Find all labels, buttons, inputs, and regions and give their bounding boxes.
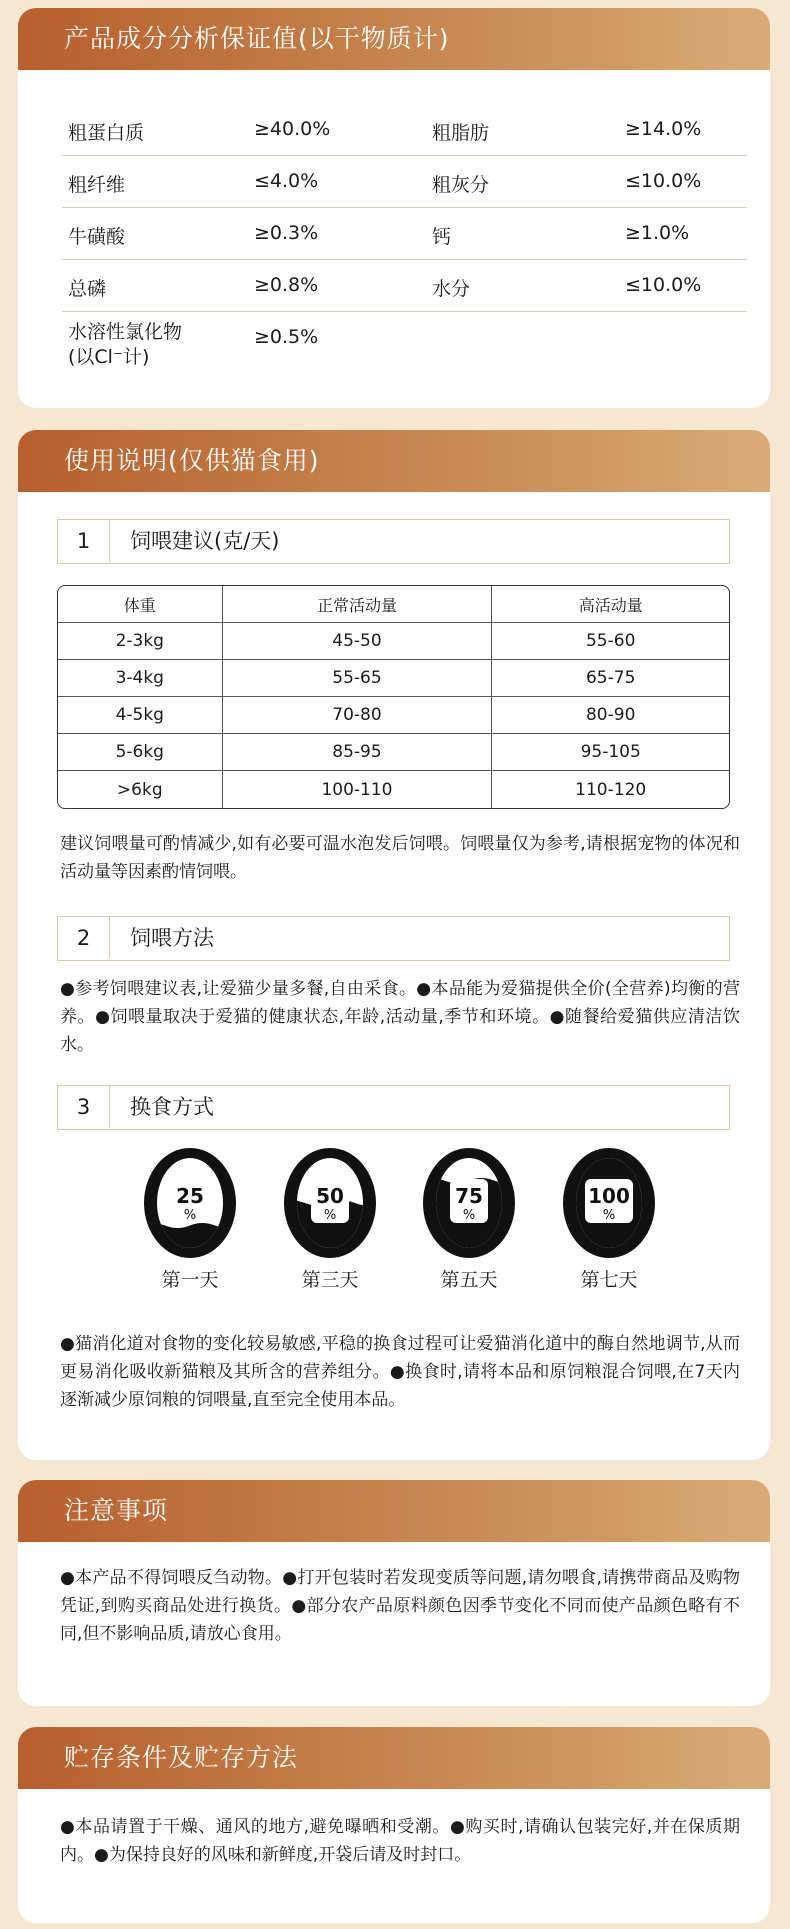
table-cell: 4-5kg (58, 697, 223, 734)
nutrient-value: ≤10.0% (625, 170, 702, 192)
table-cell: 80-90 (492, 697, 729, 734)
step-number: 3 (58, 1086, 110, 1128)
day-label: 第一天 (161, 1269, 219, 1291)
nutrient-name: 牛磺酸 (68, 226, 126, 248)
nutrition-row (62, 208, 747, 260)
food-bowl-icon (559, 1145, 659, 1261)
nutrition-row (62, 156, 747, 208)
day-label: 第七天 (580, 1269, 638, 1291)
storage-text: ●本品请置于干燥、通风的地方,避免曝晒和受潮。●购买时,请确认包装完好,并在保质期内。●为保持良好的风味和新鲜度,开袋后请及时封口。 (60, 1817, 740, 1865)
nutrient-name (68, 320, 182, 370)
food-bowl-icon (140, 1145, 240, 1261)
transition-day-1 (135, 1145, 245, 1292)
table-cell: 70-80 (223, 697, 493, 734)
nutrition-row (62, 312, 747, 382)
food-bowl-icon (419, 1145, 519, 1261)
nutrient-value: ≥40.0% (254, 118, 331, 140)
table-cell: 5-6kg (58, 734, 223, 771)
nutrition-row (62, 260, 747, 312)
transition-day-4 (554, 1145, 664, 1292)
column-header: 体重 (58, 586, 223, 623)
table-cell: 45-50 (223, 623, 493, 660)
step-food-transition (57, 1085, 730, 1130)
feeding-note: 建议饲喂量可酌情减少,如有必要可温水泡发后饲喂。饲喂量仅为参考,请根据宠物的体况和活动量等因素酌情饲喂。 (60, 834, 740, 882)
table-cell: 2-3kg (58, 623, 223, 660)
caution-card (18, 1480, 770, 1706)
usage-card (18, 430, 770, 1460)
day-label: 第五天 (440, 1269, 498, 1291)
table-row (58, 697, 729, 734)
nutrient-value: ≤10.0% (625, 274, 702, 296)
nutrition-row (62, 104, 747, 156)
table-cell: 100-110 (223, 771, 493, 808)
nutrient-name: 粗纤维 (68, 174, 126, 196)
table-cell: 55-60 (492, 623, 729, 660)
table-row (58, 623, 729, 660)
nutrient-value: ≥1.0% (625, 222, 690, 244)
table-cell: >6kg (58, 771, 223, 808)
percent-unit: % (462, 1208, 476, 1223)
percent-unit: % (323, 1208, 337, 1223)
percent-value: 75 (455, 1184, 483, 1208)
step-title: 饲喂建议(克/天) (130, 529, 280, 553)
nutrient-value: ≥0.8% (254, 274, 319, 296)
table-cell: 55-65 (223, 660, 493, 697)
nutrient-name: 粗灰分 (432, 174, 490, 196)
feeding-method-text: ●参考饲喂建议表,让爱猫少量多餐,自由采食。●本品能为爱猫提供全价(全营养)均衡的营养。●饲喂量取决于爱猫的健康状态,年龄,活动量,季节和环境。●随餐给爱猫供应清洁饮水。 (60, 979, 740, 1055)
transition-text: ●猫消化道对食物的变化较易敏感,平稳的换食过程可让爱猫消化道中的酶自然地调节,从而更易消化吸收新猫粮及其所含的营养组分。●换食时,请将本品和原饲粮混合饲喂,在7天内逐渐减少原饲粮的饲喂量,直至完全使用本品。 (60, 1334, 740, 1410)
percent-unit: % (183, 1208, 197, 1223)
step-feeding-method (57, 916, 730, 961)
food-bowl-icon (280, 1145, 380, 1261)
percent-value: 50 (316, 1184, 344, 1208)
step-number: 2 (58, 917, 110, 959)
step-title: 饲喂方法 (130, 926, 214, 950)
nutrient-value: ≥0.5% (254, 326, 319, 348)
nutrient-name: 粗蛋白质 (68, 122, 145, 144)
table-cell: 95-105 (492, 734, 729, 771)
table-cell: 3-4kg (58, 660, 223, 697)
table-cell: 110-120 (575, 779, 647, 800)
percent-value: 25 (176, 1184, 204, 1208)
table-row (58, 734, 729, 771)
nutrient-name-line: 水溶性氯化物 (68, 321, 183, 343)
nutrient-name: 粗脂肪 (432, 122, 490, 144)
percent-value: 100 (588, 1184, 630, 1208)
nutrient-value: ≤4.0% (254, 170, 319, 192)
table-cell: 85-95 (223, 734, 493, 771)
nutrient-value: ≥14.0% (625, 118, 702, 140)
nutrient-value: ≥0.3% (254, 222, 319, 244)
day-label: 第三天 (301, 1269, 359, 1291)
nutrient-name: 钙 (432, 226, 452, 248)
nutrition-card (18, 8, 770, 408)
feeding-table (57, 585, 730, 809)
table-row (58, 771, 729, 808)
percent-unit: % (602, 1208, 616, 1223)
column-header: 正常活动量 (223, 586, 493, 623)
nutrient-name: 水分 (432, 278, 471, 300)
step-title: 换食方式 (130, 1095, 214, 1119)
caution-header: 注意事项 (18, 1480, 770, 1542)
column-header: 高活动量 (492, 586, 729, 623)
table-cell: 65-75 (492, 660, 729, 697)
storage-card (18, 1727, 770, 1923)
transition-day-2 (275, 1145, 385, 1292)
usage-header: 使用说明(仅供猫食用) (18, 430, 770, 492)
table-row (58, 660, 729, 697)
table-header-row (58, 586, 729, 623)
nutrition-header: 产品成分分析保证值(以干物质计) (18, 8, 770, 70)
nutrient-name: 总磷 (68, 278, 107, 300)
step-feeding-suggestion (57, 519, 730, 564)
nutrient-name-note: (以Cl⁻计) (68, 346, 150, 368)
caution-text: ●本产品不得饲喂反刍动物。●打开包装时若发现变质等问题,请勿喂食,请携带商品及购物凭证,到购买商品处进行换货。●部分农产品原料颜色因季节变化不同而使产品颜色略有不同,但不影响品质,请放心食用。 (60, 1568, 740, 1644)
storage-header: 贮存条件及贮存方法 (18, 1727, 770, 1789)
transition-day-3 (414, 1145, 524, 1292)
step-number: 1 (58, 520, 110, 562)
